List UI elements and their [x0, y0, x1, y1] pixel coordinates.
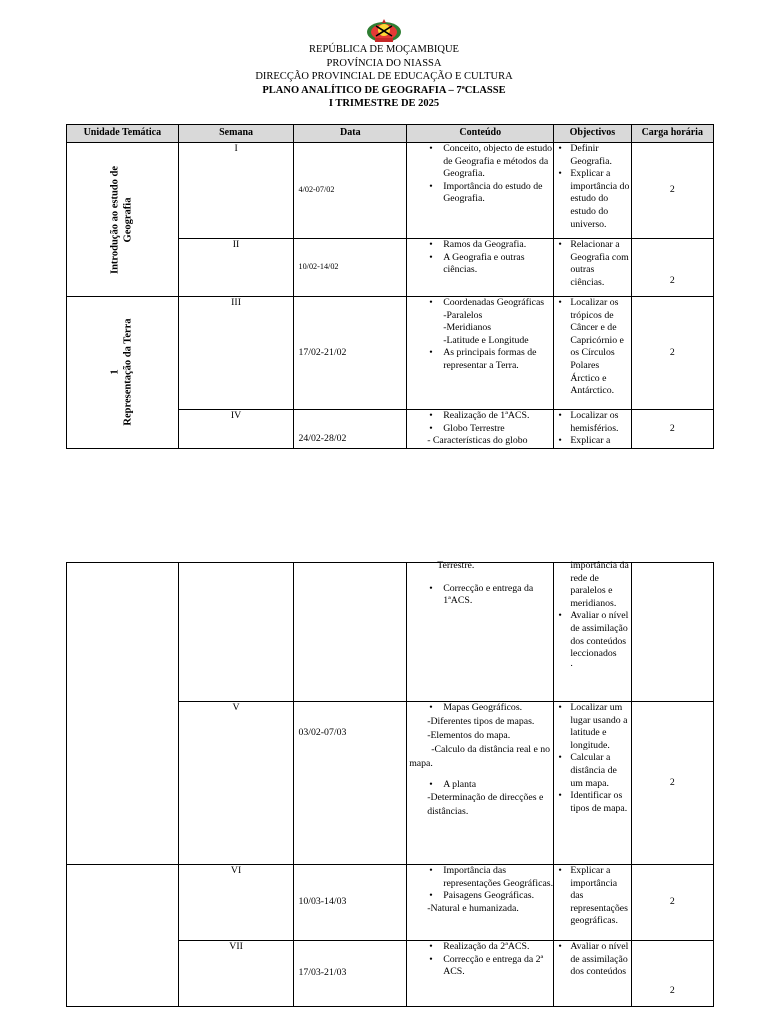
objectives-cell: [554, 297, 631, 410]
week-cell: [178, 563, 294, 702]
objective-item: • Identificar os tipos de mapa.: [554, 790, 630, 815]
week-cell: VI: [178, 865, 294, 941]
hours-cell: 2: [631, 239, 713, 297]
objectives-cell: [554, 560, 631, 702]
hours-cell: 2: [631, 143, 713, 239]
content-item: • Realização de 1ªACS.: [407, 410, 553, 423]
date-cell: 10/02-14/02: [294, 239, 407, 297]
column-header-unidade: Unidade Temática: [67, 125, 179, 143]
date-cell: 17/03-21/03: [294, 941, 407, 1007]
objectives-cell: [554, 941, 631, 1007]
content-item: • Correcção e entrega da 2ª ACS.: [407, 954, 553, 979]
objective-item: • Avaliar o nível de assimilação dos conteúdos leccionados: [554, 610, 630, 660]
date-cell: 10/03-14/03: [294, 865, 407, 941]
date-cell: 17/02-21/02: [294, 297, 407, 410]
objective-item: • Explicar a importância das representações geográficas.: [554, 865, 630, 928]
table-row-week-1: [67, 143, 714, 239]
document-header: [0, 43, 768, 111]
plan-table-part-1: [66, 124, 714, 449]
content-subitem: -Determinação de direcções e distâncias.: [427, 792, 544, 818]
content-item: • Paisagens Geográficas.: [407, 890, 553, 903]
objective-note: .: [570, 657, 573, 669]
objectives-cell: [554, 702, 631, 865]
hours-cell: 2: [631, 410, 713, 449]
column-header-semana: Semana: [178, 125, 294, 143]
header-line-directorate: DIRECÇÃO PROVINCIAL DE EDUCAÇÃO E CULTURA: [255, 71, 513, 83]
content-note: - Características do globo: [427, 435, 528, 447]
content-note: Terrestre.: [437, 560, 475, 571]
objective-item: • Localizar os hemisférios.: [554, 410, 630, 435]
content-subitem: -Calculo da distância real e no mapa.: [409, 743, 551, 769]
week-cell: II: [178, 239, 294, 297]
table-row-week-6: [67, 865, 714, 941]
hours-cell: 2: [631, 702, 713, 865]
content-item: • Importância das representações Geográficas.: [407, 865, 553, 890]
content-subitem: -Paralelos: [443, 309, 483, 321]
objective-item: • Avaliar o nível de assimilação dos conteúdos: [554, 941, 630, 979]
week-cell: IV: [178, 410, 294, 449]
date-cell: 4/02-07/02: [294, 143, 407, 239]
table-header-row: [67, 125, 714, 143]
content-cell: [407, 143, 554, 239]
column-header-carga: Carga horária: [631, 125, 713, 143]
content-cell: [407, 941, 554, 1007]
content-subitem: -Elementos do mapa.: [427, 729, 511, 741]
content-item: • Ramos da Geografia.: [407, 239, 553, 252]
week-cell: VII: [178, 941, 294, 1007]
unit-label-representation: 1 Representação da Terra: [109, 318, 134, 426]
objective-item: • Explicar a importância do estudo do estudo do universo.: [554, 168, 630, 231]
date-cell: 24/02-28/02: [294, 410, 407, 449]
header-line-republic: REPÚBLICA DE MOÇAMBIQUE: [309, 44, 459, 55]
content-subitem: -Meridianos: [443, 322, 492, 334]
objective-item: • Definir Geografia.: [554, 143, 630, 168]
table-row-week-3: [67, 297, 714, 410]
objective-note: importância da rede de paralelos e meridianos.: [570, 560, 629, 609]
hours-cell: 2: [631, 297, 713, 410]
date-cell: 03/02-07/03: [294, 702, 407, 865]
unit-cell-intro: [67, 143, 179, 297]
objective-item: • Localizar um lugar usando a latitude e longitude.: [554, 702, 630, 752]
content-cell: [407, 410, 554, 449]
content-subitem: -Diferentes tipos de mapas.: [427, 715, 535, 727]
column-header-data: Data: [294, 125, 407, 143]
week-cell: V: [178, 702, 294, 865]
content-cell: [407, 297, 554, 410]
objectives-cell: [554, 865, 631, 941]
content-item: • As principais formas de representar a Terra.: [407, 347, 553, 372]
unit-cell-representation: [67, 297, 179, 449]
content-cell: [407, 702, 554, 865]
unit-label-intro: Introdução ao estudo de Geografia: [109, 165, 134, 274]
objectives-cell: [554, 239, 631, 297]
hours-cell: 2: [631, 865, 713, 941]
plan-table-part-2: [66, 562, 714, 1007]
objectives-cell: [554, 410, 631, 449]
date-cell: [294, 563, 407, 702]
content-subitem: -Latitude e Longitude: [443, 334, 529, 346]
objective-item: • Localizar os trópicos de Câncer e de Capricórnio e os Círculos Polares Árctico e Antárctico.: [554, 297, 630, 398]
objective-item: • Explicar a: [554, 435, 630, 448]
column-header-conteudo: Conteúdo: [407, 125, 554, 143]
week-cell: I: [178, 143, 294, 239]
content-item: • Globo Terrestre: [407, 423, 553, 436]
header-line-trimester: I TRIMESTRE DE 2025: [328, 98, 440, 110]
week-cell: III: [178, 297, 294, 410]
header-line-plan-title: PLANO ANALÍTICO DE GEOGRAFIA – 7ªCLASSE: [262, 84, 506, 96]
content-cell: [407, 560, 554, 702]
content-item: • Mapas Geográficos.: [407, 702, 553, 715]
content-note: -Natural e humanizada.: [427, 902, 519, 914]
content-cell: [407, 865, 554, 941]
content-item: • A planta: [407, 779, 553, 792]
objective-item: • Relacionar a Geografia com outras ciências.: [554, 239, 630, 289]
content-item: • A Geografia e outras ciências.: [407, 252, 553, 277]
content-item: • Realização da 2ªACS.: [407, 941, 553, 954]
content-item: • Coordenadas Geográficas: [407, 297, 553, 310]
content-item: • Importância do estudo de Geografia.: [407, 181, 553, 206]
header-line-province: PROVÍNCIA DO NIASSA: [326, 57, 442, 69]
objective-item: • Calcular a distância de um mapa.: [554, 752, 630, 790]
unit-cell-blank: [67, 865, 179, 1007]
content-item: • Correcção e entrega da 1ªACS.: [407, 583, 553, 608]
objectives-cell: [554, 143, 631, 239]
content-cell: [407, 239, 554, 297]
table-row-week-4-continued: [67, 563, 714, 702]
content-item: • Conceito, objecto de estudo de Geografia e métodos da Geografia.: [407, 143, 553, 181]
hours-cell: 2: [631, 941, 713, 1007]
mozambique-emblem-icon: [364, 18, 404, 44]
column-header-objectivos: Objectivos: [554, 125, 631, 143]
unit-cell-blank: [67, 563, 179, 865]
hours-cell: [631, 563, 713, 702]
